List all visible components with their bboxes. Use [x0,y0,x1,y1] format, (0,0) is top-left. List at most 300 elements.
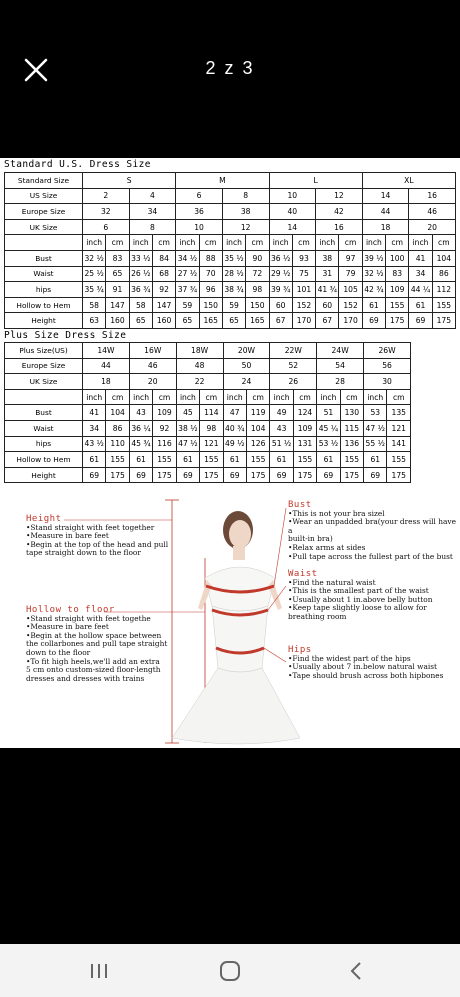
table-cell: 175 [200,467,223,483]
table-cell: 69 [129,467,152,483]
guide-line: built-in bra) [288,534,333,544]
table-cell: 61 [270,452,293,468]
table-cell: 84 [152,250,175,266]
viewer-top-bar [0,0,460,140]
table-cell: 31 [316,266,339,282]
table-cell: 93 [292,250,315,266]
table-cell: 20 [129,374,176,390]
table-cell: 65 [106,266,129,282]
table-cell: 12 [316,188,363,204]
home-icon[interactable] [217,958,243,984]
guide-line: •Begin at the top of the head and pull [26,539,169,549]
unit-cell: cm [246,235,269,251]
table-cell: 34 [409,266,432,282]
table-cell: 65 [129,313,152,329]
guide-line: the collarbones and pull tape straight [26,639,168,649]
table-cell: 38 [316,250,339,266]
table-cell: 155 [246,452,269,468]
table-cell: 46 [129,358,176,374]
measurement-row [5,266,456,282]
table-cell: 18 [362,219,409,235]
table-cell: 22 [176,374,223,390]
table-cell: 75 [292,266,315,282]
table-cell: 50 [223,358,270,374]
guide-line: dresses and dresses with trains [26,673,145,683]
measurement-row [5,405,411,421]
table-cell: 112 [432,282,455,298]
table-cell: 61 [317,452,340,468]
table-cell: 147 [106,297,129,313]
unit-cell: cm [386,235,409,251]
table-cell: 90 [246,250,269,266]
table-cell: 32 [83,204,130,220]
table-cell: 35 ¾ [83,282,106,298]
table-cell: 4 [129,188,176,204]
row-label: Waist [5,266,83,282]
table-cell: 79 [339,266,362,282]
height-guide [26,515,168,558]
table-cell: 136 [340,436,363,452]
unit-cell: inch [83,235,106,251]
table-cell: 8 [222,188,269,204]
guide-line: •Measure in bare feet [26,622,109,632]
plus-size-row [5,343,411,359]
table-cell: 45 ¼ [317,420,340,436]
guide-line: •Tape should brush across both hipbones [288,670,444,680]
table-cell: 175 [432,313,455,329]
table-cell: 170 [292,313,315,329]
row-label: Bust [5,250,83,266]
unit-cell: inch [316,235,339,251]
table-cell: 44 ¼ [409,282,432,298]
row-label: UK Size [5,374,83,390]
table-cell: 96 [199,282,222,298]
table-cell: 141 [387,436,411,452]
row-uk [5,219,456,235]
unit-cell: cm [106,235,129,251]
standard-size-title: Standard U.S. Dress Size [4,159,151,170]
unit-cell: inch [129,389,152,405]
table-cell: 61 [129,452,152,468]
table-cell: 51 ½ [270,436,293,452]
bust-heading: Bust [288,500,312,510]
table-cell: 46 [409,204,456,220]
hips-guide [288,646,443,680]
table-cell: 114 [200,405,223,421]
table-cell: 61 [223,452,246,468]
unit-cell: inch [364,389,387,405]
guide-line: breathing room [288,611,347,621]
unit-cell: cm [387,389,411,405]
table-cell: 26 ½ [129,266,152,282]
table-cell: 69 [176,467,199,483]
table-cell: 32 ½ [83,250,106,266]
table-cell: 67 [316,313,339,329]
row-label: Height [5,313,83,329]
hollow-guide [26,606,167,683]
table-cell: 65 [222,313,245,329]
table-cell: 47 [223,405,246,421]
table-cell: 175 [387,467,411,483]
table-cell: 49 [270,405,293,421]
row-uk [5,374,411,390]
height-heading: Height [26,514,62,524]
row-label: Europe Size [5,358,83,374]
row-label: Plus Size(US) [5,343,83,359]
guide-line: •Relax arms at sides [288,542,366,552]
table-cell: 104 [106,405,129,421]
measurement-row [5,436,411,452]
measurement-row [5,452,411,468]
empty-cell [5,235,83,251]
table-cell: 69 [270,467,293,483]
guide-line: •Pull tape across the fullest part of the bust [288,551,453,561]
guide-line: •This is the smallest part of the waist [288,586,429,596]
table-cell: 69 [362,313,385,329]
table-cell: 36 ½ [269,250,292,266]
table-cell: 18 [83,374,130,390]
table-cell: 49 ½ [223,436,246,452]
table-cell: 65 [176,313,199,329]
row-label: Hollow to Hem [5,297,83,313]
guide-line: •Begin at the hollow space between [26,630,162,640]
size-letter-cell: 26W [364,343,411,359]
unit-cell: inch [409,235,432,251]
measurement-row [5,282,456,298]
row-label: Hollow to Hem [5,452,83,468]
table-cell: 38 ½ [176,420,199,436]
table-cell: 43 [270,420,293,436]
unit-cell: inch [269,235,292,251]
row-label: Europe Size [5,204,83,220]
table-cell: 28 [317,374,364,390]
table-cell: 38 ¾ [222,282,245,298]
table-cell: 155 [387,452,411,468]
table-cell: 40 ¾ [223,420,246,436]
measurement-guide [0,498,460,748]
table-cell: 47 ½ [364,420,387,436]
table-cell: 14 [362,188,409,204]
table-cell: 28 ½ [222,266,245,282]
table-cell: 170 [339,313,362,329]
table-cell: 24 [223,374,270,390]
table-cell: 16 [316,219,363,235]
size-letter-cell: 20W [223,343,270,359]
size-letter-cell: S [83,173,176,189]
unit-cell: cm [153,389,176,405]
table-cell: 27 ½ [176,266,199,282]
table-cell: 175 [340,467,363,483]
table-cell: 48 [176,358,223,374]
unit-cell: cm [200,389,223,405]
unit-cell: cm [292,235,315,251]
guide-line: •Stand straight with feet togethe [26,613,151,623]
table-cell: 160 [106,313,129,329]
table-cell: 70 [199,266,222,282]
table-cell: 104 [246,420,269,436]
table-cell: 97 [339,250,362,266]
table-cell: 26 [270,374,317,390]
units-row [5,235,456,251]
table-cell: 83 [386,266,409,282]
table-cell: 8 [129,219,176,235]
row-label: Bust [5,405,83,421]
row-label: hips [5,282,83,298]
table-cell: 41 [409,250,432,266]
table-cell: 121 [200,436,223,452]
empty-cell [5,389,83,405]
table-cell: 155 [106,452,129,468]
table-cell: 104 [432,250,455,266]
table-cell: 100 [386,250,409,266]
table-cell: 10 [269,188,316,204]
table-cell: 34 ½ [176,250,199,266]
table-cell: 150 [199,297,222,313]
table-cell: 58 [83,297,106,313]
size-letter-cell: 24W [317,343,364,359]
unit-cell: cm [246,389,269,405]
table-cell: 53 ½ [317,436,340,452]
table-cell: 152 [292,297,315,313]
table-cell: 60 [269,297,292,313]
unit-cell: inch [223,389,246,405]
unit-cell: cm [339,235,362,251]
table-cell: 126 [246,436,269,452]
table-cell: 32 ½ [362,266,385,282]
table-cell: 152 [339,297,362,313]
table-cell: 109 [153,405,176,421]
table-cell: 29 ½ [269,266,292,282]
table-cell: 14 [269,219,316,235]
table-cell: 69 [83,467,106,483]
bust-guide [288,501,460,561]
table-cell: 131 [293,436,316,452]
standard-size-table [4,172,456,329]
table-cell: 42 [316,204,363,220]
guide-line: •Find the natural waist [288,577,376,587]
table-cell: 165 [199,313,222,329]
table-cell: 36 ¼ [129,420,152,436]
table-cell: 165 [246,313,269,329]
table-cell: 63 [83,313,106,329]
table-cell: 110 [106,436,129,452]
table-cell: 135 [387,405,411,421]
table-cell: 175 [246,467,269,483]
table-cell: 69 [364,467,387,483]
table-cell: 47 ½ [176,436,199,452]
guide-line: •Find the widest part of the hips [288,653,411,663]
row-label: UK Size [5,219,83,235]
table-cell: 58 [129,297,152,313]
table-cell: 92 [152,282,175,298]
size-letter-cell: L [269,173,362,189]
table-cell: 175 [293,467,316,483]
row-europe [5,204,456,220]
table-cell: 69 [223,467,246,483]
table-cell: 59 [176,297,199,313]
table-cell: 98 [246,282,269,298]
table-cell: 30 [364,374,411,390]
table-cell: 155 [153,452,176,468]
table-cell: 40 [269,204,316,220]
system-navigation-bar [0,944,460,997]
table-cell: 98 [200,420,223,436]
size-letter-cell: M [176,173,269,189]
guide-line: •Usually about 1 in.above belly button [288,594,433,604]
size-chart-image[interactable] [0,158,460,748]
unit-cell: inch [362,235,385,251]
measurement-row [5,420,411,436]
table-cell: 68 [152,266,175,282]
row-label: Height [5,467,83,483]
row-label: Standard Size [5,173,83,189]
table-cell: 124 [293,405,316,421]
table-cell: 69 [409,313,432,329]
table-cell: 150 [246,297,269,313]
guide-line: 5 cm onto custom-sized floor-length [26,665,161,675]
table-cell: 83 [106,250,129,266]
table-cell: 41 ¾ [316,282,339,298]
measurement-row [5,250,456,266]
table-cell: 175 [153,467,176,483]
unit-cell: inch [129,235,152,251]
table-cell: 175 [106,467,129,483]
table-cell: 43 [129,405,152,421]
table-cell: 61 [362,297,385,313]
table-cell: 53 [364,405,387,421]
table-cell: 25 ½ [83,266,106,282]
row-us [5,188,456,204]
table-cell: 61 [409,297,432,313]
guide-line: •Keep tape slightly loose to allow for [288,603,427,613]
plus-size-table [4,342,411,483]
table-cell: 34 [129,204,176,220]
guide-line: •Measure in bare feet [26,531,109,541]
units-row [5,389,411,405]
guide-line: •Stand straight with feet together [26,522,155,532]
table-cell: 115 [340,420,363,436]
table-cell: 86 [106,420,129,436]
table-cell: 45 [176,405,199,421]
table-cell: 43 ½ [83,436,106,452]
table-cell: 44 [83,358,130,374]
table-cell: 119 [246,405,269,421]
waist-heading: Waist [288,569,318,579]
table-cell: 147 [152,297,175,313]
unit-cell: inch [270,389,293,405]
table-cell: 175 [386,313,409,329]
size-letter-row [5,173,456,189]
size-letter-cell: 14W [83,343,130,359]
table-cell: 36 [176,204,223,220]
table-cell: 35 ½ [222,250,245,266]
table-cell: 86 [432,266,455,282]
table-cell: 41 [83,405,106,421]
recent-apps-icon[interactable] [86,958,112,984]
unit-cell: cm [293,389,316,405]
hips-heading: Hips [288,645,312,655]
guide-line: down to the floor [26,647,91,657]
table-cell: 6 [83,219,130,235]
unit-cell: cm [340,389,363,405]
unit-cell: inch [176,235,199,251]
row-label: Waist [5,420,83,436]
guide-line: •Wear an unpadded bra(your dress will have a [288,517,456,535]
guide-line: •Usually about 7 in.below natural waist [288,662,437,672]
table-cell: 101 [292,282,315,298]
row-label: US Size [5,188,83,204]
table-cell: 69 [317,467,340,483]
table-cell: 91 [106,282,129,298]
unit-cell: cm [199,235,222,251]
unit-cell: inch [317,389,340,405]
table-cell: 155 [386,297,409,313]
table-cell: 54 [317,358,364,374]
table-cell: 55 ½ [364,436,387,452]
guide-line: •To fit high heels,we'll add an extra [26,656,160,666]
table-cell: 121 [387,420,411,436]
back-icon[interactable] [344,958,370,984]
unit-cell: inch [176,389,199,405]
table-cell: 155 [340,452,363,468]
size-letter-cell: XL [362,173,455,189]
measurement-row [5,467,411,483]
table-cell: 2 [83,188,130,204]
plus-size-title: Plus Size Dress Size [4,330,127,341]
table-cell: 39 ½ [362,250,385,266]
waist-guide [288,570,432,622]
row-europe [5,358,411,374]
measurement-row [5,313,456,329]
size-letter-cell: 22W [270,343,317,359]
size-letter-cell: 16W [129,343,176,359]
table-cell: 60 [316,297,339,313]
table-cell: 130 [340,405,363,421]
table-cell: 92 [153,420,176,436]
table-cell: 61 [364,452,387,468]
table-cell: 116 [153,436,176,452]
table-cell: 51 [317,405,340,421]
unit-cell: cm [106,389,129,405]
table-cell: 61 [83,452,106,468]
unit-cell: inch [83,389,106,405]
table-cell: 12 [222,219,269,235]
table-cell: 10 [176,219,223,235]
hollow-heading: Hollow to floor [26,605,115,615]
table-cell: 45 ¾ [129,436,152,452]
table-cell: 67 [269,313,292,329]
table-cell: 59 [222,297,245,313]
image-counter: 2 z 3 [205,58,255,78]
table-cell: 61 [176,452,199,468]
table-cell: 105 [339,282,362,298]
table-cell: 72 [246,266,269,282]
table-cell: 33 ½ [129,250,152,266]
table-cell: 52 [270,358,317,374]
unit-cell: cm [432,235,455,251]
table-cell: 34 [83,420,106,436]
table-cell: 56 [364,358,411,374]
table-cell: 16 [409,188,456,204]
table-cell: 6 [176,188,223,204]
unit-cell: inch [222,235,245,251]
size-letter-cell: 18W [176,343,223,359]
table-cell: 42 ¾ [362,282,385,298]
table-cell: 155 [293,452,316,468]
guide-line: •This is not your bra sizel [288,508,385,518]
table-cell: 20 [409,219,456,235]
table-cell: 44 [362,204,409,220]
